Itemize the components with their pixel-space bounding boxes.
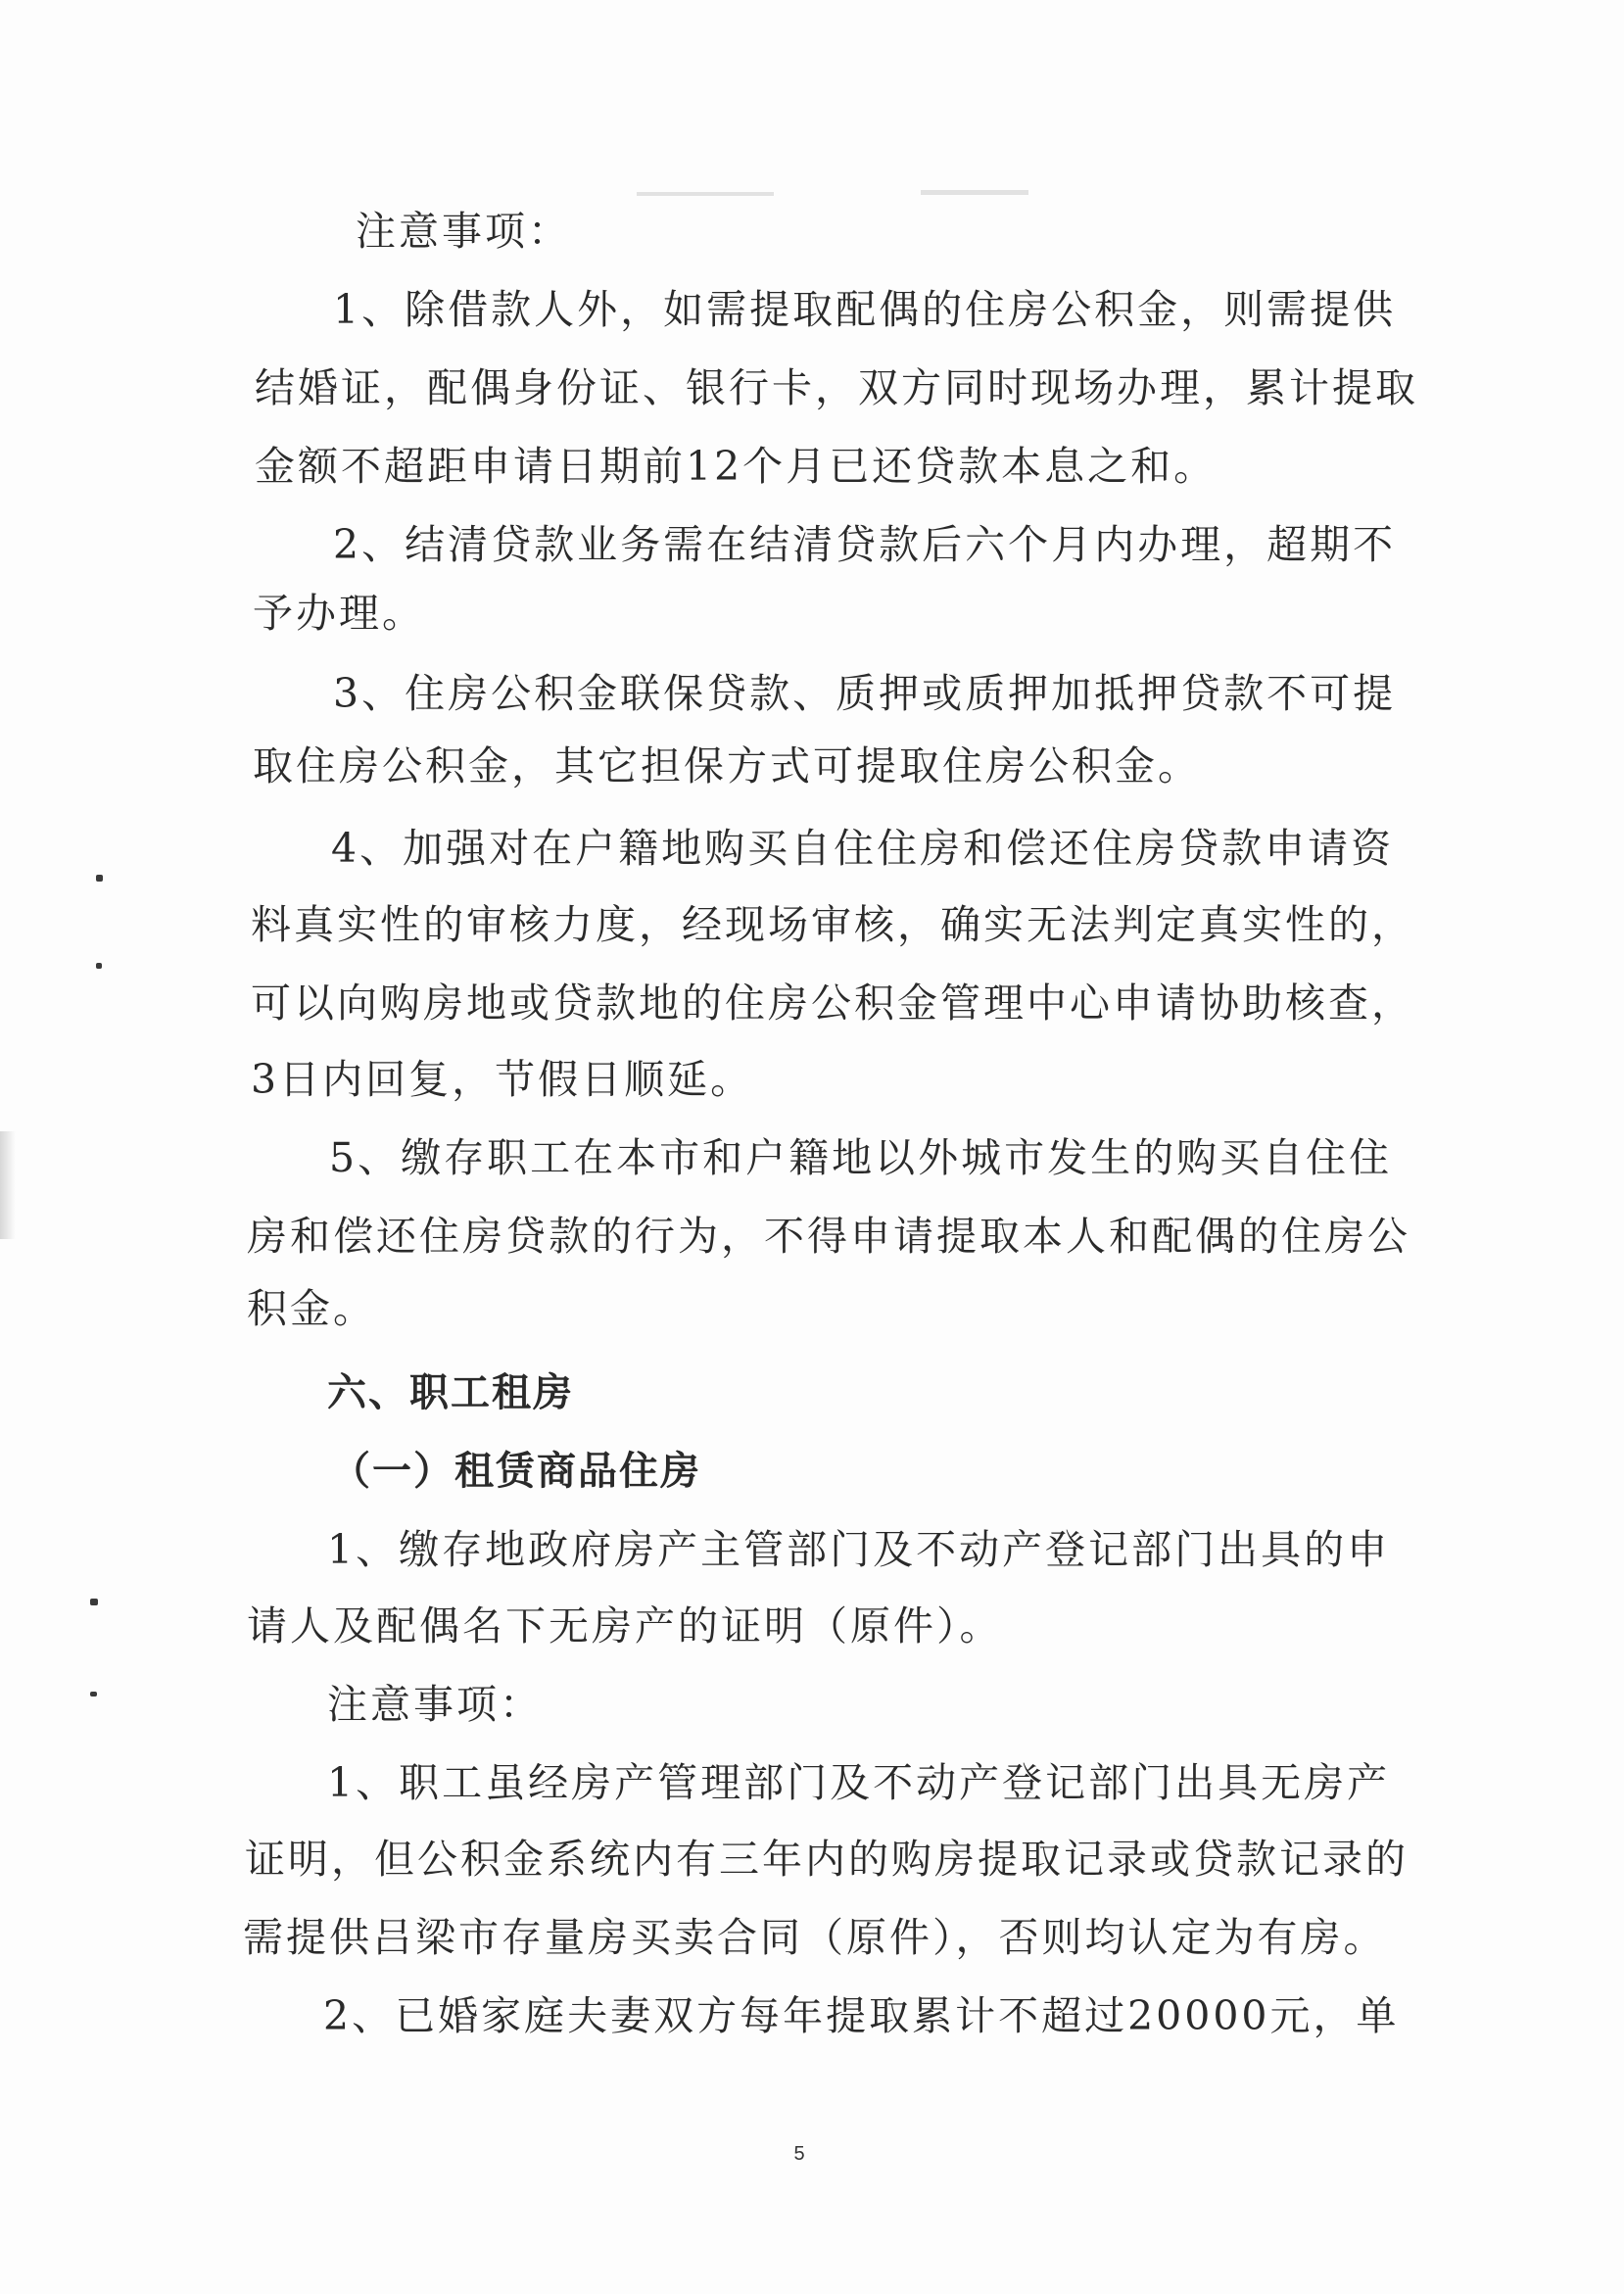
scan-edge-shadow [0, 1131, 16, 1239]
section-heading: 六、职工租房 [327, 1370, 574, 1415]
text-line: 3日内回复，节假日顺延。 [251, 1056, 754, 1103]
page-number: 5 [793, 2143, 805, 2165]
text-line: 1、缴存地政府房产主管部门及不动产登记部门出具的申 [327, 1526, 1391, 1573]
text-line: 取住房公积金，其它担保方式可提取住房公积金。 [253, 742, 1201, 789]
text-line: 5、缴存职工在本市和户籍地以外城市发生的购买自住住 [329, 1134, 1393, 1181]
text-line: 1、职工虽经房产管理部门及不动产登记部门出具无房产 [327, 1759, 1391, 1806]
section-note-label: 注意事项： [327, 1681, 543, 1728]
scan-smudge [637, 192, 774, 196]
text-line: 结婚证，配偶身份证、银行卡，双方同时现场办理，累计提取 [255, 364, 1418, 411]
text-line: 1、除借款人外，如需提取配偶的住房公积金，则需提供 [333, 286, 1397, 333]
text-line: 金额不超距申请日期前12个月已还贷款本息之和。 [255, 443, 1218, 490]
text-line: 需提供吕梁市存量房买卖合同（原件），否则均认定为有房。 [243, 1914, 1387, 1961]
text-line: 证明，但公积金系统内有三年内的购房提取记录或贷款记录的 [245, 1836, 1409, 1883]
text-line: 积金。 [247, 1285, 376, 1332]
text-line: 4、加强对在户籍地购买自住住房和偿还住房贷款申请资 [331, 825, 1395, 872]
scan-speck [96, 875, 103, 882]
scan-speck [90, 1599, 98, 1605]
text-line: 房和偿还住房贷款的行为，不得申请提取本人和配偶的住房公 [247, 1213, 1410, 1260]
text-line: 可以向购房地或贷款地的住房公积金管理中心申请协助核查， [251, 980, 1414, 1027]
scan-speck [90, 1692, 97, 1697]
scan-speck [96, 963, 102, 969]
text-line: 料真实性的审核力度，经现场审核，确实无法判定真实性的， [251, 901, 1414, 948]
text-line: 请人及配偶名下无房产的证明（原件）。 [247, 1602, 1003, 1649]
text-line: 3、住房公积金联保贷款、质押或质押加抵押贷款不可提 [333, 670, 1397, 717]
text-line: 2、已婚家庭夫妻双方每年提取累计不超过20000元，单 [323, 1992, 1400, 2039]
subsection-heading: （一）租赁商品住房 [331, 1449, 701, 1494]
text-line: 予办理。 [253, 590, 425, 637]
section-note-label: 注意事项： [356, 208, 571, 255]
text-line: 2、结清贷款业务需在结清贷款后六个月内办理，超期不 [333, 521, 1397, 568]
scan-smudge [921, 190, 1028, 195]
